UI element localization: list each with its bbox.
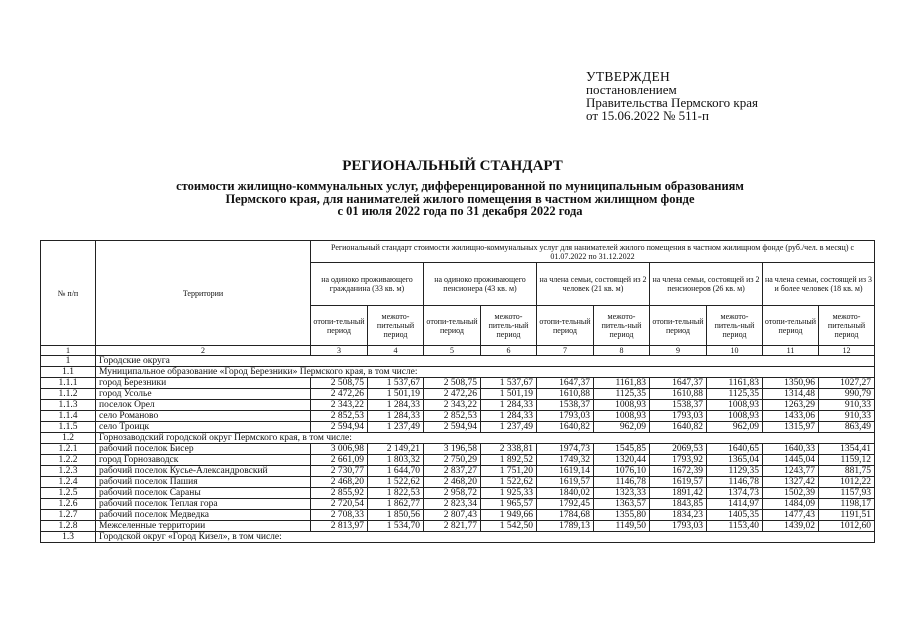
header-nonheating: межото-пительный период <box>819 306 875 346</box>
table-row <box>41 521 875 532</box>
row-value: 1834,23 <box>650 510 707 521</box>
column-number: 6 <box>481 346 537 356</box>
row-value: 1 237,49 <box>481 422 537 433</box>
row-value: 1320,44 <box>594 455 650 466</box>
row-value: 2 661,09 <box>311 455 368 466</box>
row-value: 2 708,33 <box>311 510 368 521</box>
row-code: 1.1.3 <box>41 400 96 411</box>
row-value: 1146,78 <box>707 477 763 488</box>
column-number: 9 <box>650 346 707 356</box>
row-value: 1640,82 <box>537 422 594 433</box>
row-value: 1008,93 <box>594 411 650 422</box>
row-value: 1 644,70 <box>368 466 424 477</box>
header-category: на одиноко проживающего пенсионера (43 кв. м) <box>424 263 537 306</box>
header-nonheating: межото-питель-ный период <box>707 306 763 346</box>
row-value: 1445,04 <box>763 455 819 466</box>
table-row <box>41 488 875 499</box>
approval-line: постановлением <box>586 82 677 97</box>
row-value: 3 006,98 <box>311 444 368 455</box>
document-title: РЕГИОНАЛЬНЫЙ СТАНДАРТ <box>342 158 563 174</box>
row-code: 1.2.1 <box>41 444 96 455</box>
header-num: № п/п <box>41 241 96 346</box>
row-value: 1 537,67 <box>481 378 537 389</box>
row-territory: Горнозаводский городской округ Пермского края, в том числе: <box>96 433 875 444</box>
row-territory: Городской округ «Город Кизел», в том числе: <box>96 532 875 543</box>
group-row <box>41 433 875 444</box>
row-value: 1610,88 <box>650 389 707 400</box>
row-code: 1.2 <box>41 433 96 444</box>
row-value: 1008,93 <box>707 400 763 411</box>
row-value: 1840,02 <box>537 488 594 499</box>
row-value: 1125,35 <box>594 389 650 400</box>
row-value: 1 237,49 <box>368 422 424 433</box>
row-value: 2 468,20 <box>311 477 368 488</box>
row-territory: село Троицк <box>96 422 311 433</box>
approval-date: от 15.06.2022 № 511-п <box>586 108 709 123</box>
row-value: 1 965,57 <box>481 499 537 510</box>
table-row <box>41 455 875 466</box>
row-value: 2 472,26 <box>424 389 481 400</box>
column-number: 7 <box>537 346 594 356</box>
row-value: 1 501,19 <box>481 389 537 400</box>
row-territory: рабочий поселок Бисер <box>96 444 311 455</box>
column-number: 5 <box>424 346 481 356</box>
row-value: 1263,29 <box>763 400 819 411</box>
row-value: 1153,40 <box>707 521 763 532</box>
row-code: 1.1.1 <box>41 378 96 389</box>
row-value: 1157,93 <box>819 488 875 499</box>
row-value: 1 949,66 <box>481 510 537 521</box>
row-value: 910,33 <box>819 400 875 411</box>
row-value: 863,49 <box>819 422 875 433</box>
row-value: 2 508,75 <box>311 378 368 389</box>
row-territory: Муниципальное образование «Город Березники» Пермского края, в том числе: <box>96 367 875 378</box>
row-code: 1.2.2 <box>41 455 96 466</box>
row-value: 1 522,62 <box>481 477 537 488</box>
table-row <box>41 499 875 510</box>
row-value: 1327,42 <box>763 477 819 488</box>
row-value: 2 852,53 <box>424 411 481 422</box>
row-value: 1789,13 <box>537 521 594 532</box>
row-value: 1414,97 <box>707 499 763 510</box>
table-row <box>41 444 875 455</box>
row-value: 1 850,56 <box>368 510 424 521</box>
row-value: 1502,39 <box>763 488 819 499</box>
header-category: на члена семьи, состоящей из 2 человек (21 кв. м) <box>537 263 650 306</box>
row-value: 1439,02 <box>763 521 819 532</box>
row-value: 2 730,77 <box>311 466 368 477</box>
row-value: 1 542,50 <box>481 521 537 532</box>
row-territory: город Горнозаводск <box>96 455 311 466</box>
row-value: 2 468,20 <box>424 477 481 488</box>
row-value: 1640,65 <box>707 444 763 455</box>
row-value: 1619,14 <box>537 466 594 477</box>
row-value: 2 807,43 <box>424 510 481 521</box>
row-value: 2 594,94 <box>311 422 368 433</box>
row-value: 1198,17 <box>819 499 875 510</box>
row-value: 1 862,77 <box>368 499 424 510</box>
row-value: 1749,32 <box>537 455 594 466</box>
row-value: 1 822,53 <box>368 488 424 499</box>
row-value: 2 852,53 <box>311 411 368 422</box>
row-value: 1793,03 <box>650 411 707 422</box>
table-row <box>41 400 875 411</box>
header-heating: отопи-тельный период <box>537 306 594 346</box>
group-row <box>41 532 875 543</box>
table-row <box>41 422 875 433</box>
subtitle-line: стоимости жилищно-коммунальных услуг, дифференцированной по муниципальным образованиям <box>176 179 744 193</box>
row-value: 1433,06 <box>763 411 819 422</box>
row-code: 1.3 <box>41 532 96 543</box>
row-value: 1355,80 <box>594 510 650 521</box>
row-value: 1315,97 <box>763 422 819 433</box>
column-number: 4 <box>368 346 424 356</box>
column-number: 3 <box>311 346 368 356</box>
table-body <box>41 356 875 543</box>
row-territory: рабочий поселок Теплая гора <box>96 499 311 510</box>
column-number: 8 <box>594 346 650 356</box>
row-value: 1405,35 <box>707 510 763 521</box>
row-value: 1843,85 <box>650 499 707 510</box>
column-number: 1 <box>41 346 96 356</box>
group-row <box>41 367 875 378</box>
row-value: 2 837,27 <box>424 466 481 477</box>
table-row <box>41 389 875 400</box>
row-value: 2 343,22 <box>311 400 368 411</box>
row-value: 2 343,22 <box>424 400 481 411</box>
row-value: 2 855,92 <box>311 488 368 499</box>
row-value: 1619,57 <box>537 477 594 488</box>
column-number: 10 <box>707 346 763 356</box>
row-territory: рабочий поселок Сараны <box>96 488 311 499</box>
row-value: 1640,82 <box>650 422 707 433</box>
column-numbers-row <box>41 346 875 356</box>
header-heating: отопи-тельный период <box>763 306 819 346</box>
row-value: 1374,73 <box>707 488 763 499</box>
row-territory: рабочий поселок Медведка <box>96 510 311 521</box>
row-value: 2 823,34 <box>424 499 481 510</box>
row-value: 962,09 <box>707 422 763 433</box>
row-value: 1012,60 <box>819 521 875 532</box>
row-value: 1 501,19 <box>368 389 424 400</box>
row-code: 1.2.7 <box>41 510 96 521</box>
table-row <box>41 510 875 521</box>
header-territory: Территории <box>96 241 311 346</box>
row-value: 1365,04 <box>707 455 763 466</box>
row-value: 881,75 <box>819 466 875 477</box>
row-code: 1.1.4 <box>41 411 96 422</box>
row-value: 1 522,62 <box>368 477 424 488</box>
table-row <box>41 378 875 389</box>
row-value: 1619,57 <box>650 477 707 488</box>
row-value: 1 284,33 <box>368 400 424 411</box>
subtitle-line: Пермского края, для нанимателей жилого помещения в частном жилищном фонде <box>225 191 695 206</box>
column-number: 12 <box>819 346 875 356</box>
row-value: 1129,35 <box>707 466 763 477</box>
row-value: 1314,48 <box>763 389 819 400</box>
row-value: 1 751,20 <box>481 466 537 477</box>
row-value: 2 472,26 <box>311 389 368 400</box>
row-territory: город Березники <box>96 378 311 389</box>
row-value: 1538,37 <box>650 400 707 411</box>
row-code: 1 <box>41 356 96 367</box>
row-value: 1640,33 <box>763 444 819 455</box>
approval-block <box>586 70 758 122</box>
row-value: 1974,73 <box>537 444 594 455</box>
row-value: 962,09 <box>594 422 650 433</box>
header-nonheating: межото-питель-ный период <box>594 306 650 346</box>
row-value: 1159,12 <box>819 455 875 466</box>
row-code: 1.2.3 <box>41 466 96 477</box>
row-value: 1354,41 <box>819 444 875 455</box>
row-value: 1125,35 <box>707 389 763 400</box>
row-value: 2 750,29 <box>424 455 481 466</box>
header-group: Региональный стандарт стоимости жилищно-коммунальных услуг для нанимателей жилого помещения в частном жилищном фонде (руб./чел. в месяц) с 01.07.2022 по 31.12.2022 <box>311 241 875 263</box>
row-value: 1545,85 <box>594 444 650 455</box>
row-value: 2 720,54 <box>311 499 368 510</box>
group-row <box>41 356 875 367</box>
row-code: 1.2.4 <box>41 477 96 488</box>
row-value: 1 284,33 <box>481 400 537 411</box>
header-nonheating: межото-пительный период <box>368 306 424 346</box>
row-value: 1008,93 <box>707 411 763 422</box>
subtitle-line: с 01 июля 2022 года по 31 декабря 2022 года <box>337 204 583 218</box>
row-value: 1484,09 <box>763 499 819 510</box>
row-value: 1 925,33 <box>481 488 537 499</box>
row-value: 1647,37 <box>537 378 594 389</box>
row-value: 2 821,77 <box>424 521 481 532</box>
header-heating: отопи-тельный период <box>424 306 481 346</box>
row-code: 1.2.6 <box>41 499 96 510</box>
row-value: 1793,03 <box>537 411 594 422</box>
row-territory: Городские округа <box>96 356 875 367</box>
row-value: 3 196,58 <box>424 444 481 455</box>
row-value: 1012,22 <box>819 477 875 488</box>
row-territory: рабочий поселок Кусье-Александровский <box>96 466 311 477</box>
row-value: 1610,88 <box>537 389 594 400</box>
row-value: 1792,45 <box>537 499 594 510</box>
row-value: 1 892,52 <box>481 455 537 466</box>
row-value: 910,33 <box>819 411 875 422</box>
row-value: 2 149,21 <box>368 444 424 455</box>
row-value: 1 284,33 <box>368 411 424 422</box>
header-nonheating: межото-питель-ный период <box>481 306 537 346</box>
header-category: на члена семьи, состоящей из 2 пенсионеров (26 кв. м) <box>650 263 763 306</box>
row-code: 1.1 <box>41 367 96 378</box>
document-subtitle <box>120 180 800 218</box>
row-value: 2069,53 <box>650 444 707 455</box>
row-code: 1.2.5 <box>41 488 96 499</box>
row-value: 1 803,32 <box>368 455 424 466</box>
row-value: 1 537,67 <box>368 378 424 389</box>
row-value: 1323,33 <box>594 488 650 499</box>
row-value: 1027,27 <box>819 378 875 389</box>
row-code: 1.1.2 <box>41 389 96 400</box>
row-value: 1161,83 <box>707 378 763 389</box>
row-value: 1 284,33 <box>481 411 537 422</box>
row-territory: Межселенные территории <box>96 521 311 532</box>
row-value: 1350,96 <box>763 378 819 389</box>
row-value: 1076,10 <box>594 466 650 477</box>
row-value: 2 958,72 <box>424 488 481 499</box>
row-value: 1363,57 <box>594 499 650 510</box>
row-value: 1191,51 <box>819 510 875 521</box>
table-row <box>41 477 875 488</box>
header-category: на члена семьи, состоящей из 3 и более человек (18 кв. м) <box>763 263 875 306</box>
row-value: 1477,43 <box>763 510 819 521</box>
column-number: 11 <box>763 346 819 356</box>
row-value: 1 534,70 <box>368 521 424 532</box>
column-number: 2 <box>96 346 311 356</box>
row-value: 1146,78 <box>594 477 650 488</box>
row-code: 1.1.5 <box>41 422 96 433</box>
row-value: 1149,50 <box>594 521 650 532</box>
row-value: 2 813,97 <box>311 521 368 532</box>
standards-table <box>40 240 875 543</box>
row-value: 2 338,81 <box>481 444 537 455</box>
header-heating: отопи-тельный период <box>650 306 707 346</box>
row-value: 2 594,94 <box>424 422 481 433</box>
row-value: 1161,83 <box>594 378 650 389</box>
row-value: 1008,93 <box>594 400 650 411</box>
row-territory: город Усолье <box>96 389 311 400</box>
table-row <box>41 466 875 477</box>
approval-heading: УТВЕРЖДЕН <box>586 69 671 84</box>
row-value: 1793,03 <box>650 521 707 532</box>
row-value: 1891,42 <box>650 488 707 499</box>
row-territory: рабочий поселок Пашия <box>96 477 311 488</box>
table-row <box>41 411 875 422</box>
row-value: 1243,77 <box>763 466 819 477</box>
header-category: на одиноко проживающего гражданина (33 кв. м) <box>311 263 424 306</box>
row-value: 1793,92 <box>650 455 707 466</box>
row-value: 1647,37 <box>650 378 707 389</box>
row-value: 1784,68 <box>537 510 594 521</box>
row-value: 990,79 <box>819 389 875 400</box>
row-value: 2 508,75 <box>424 378 481 389</box>
row-territory: поселок Орел <box>96 400 311 411</box>
row-code: 1.2.8 <box>41 521 96 532</box>
approval-line: Правительства Пермского края <box>586 95 758 110</box>
row-territory: село Романово <box>96 411 311 422</box>
row-value: 1672,39 <box>650 466 707 477</box>
header-heating: отопи-тельный период <box>311 306 368 346</box>
row-value: 1538,37 <box>537 400 594 411</box>
